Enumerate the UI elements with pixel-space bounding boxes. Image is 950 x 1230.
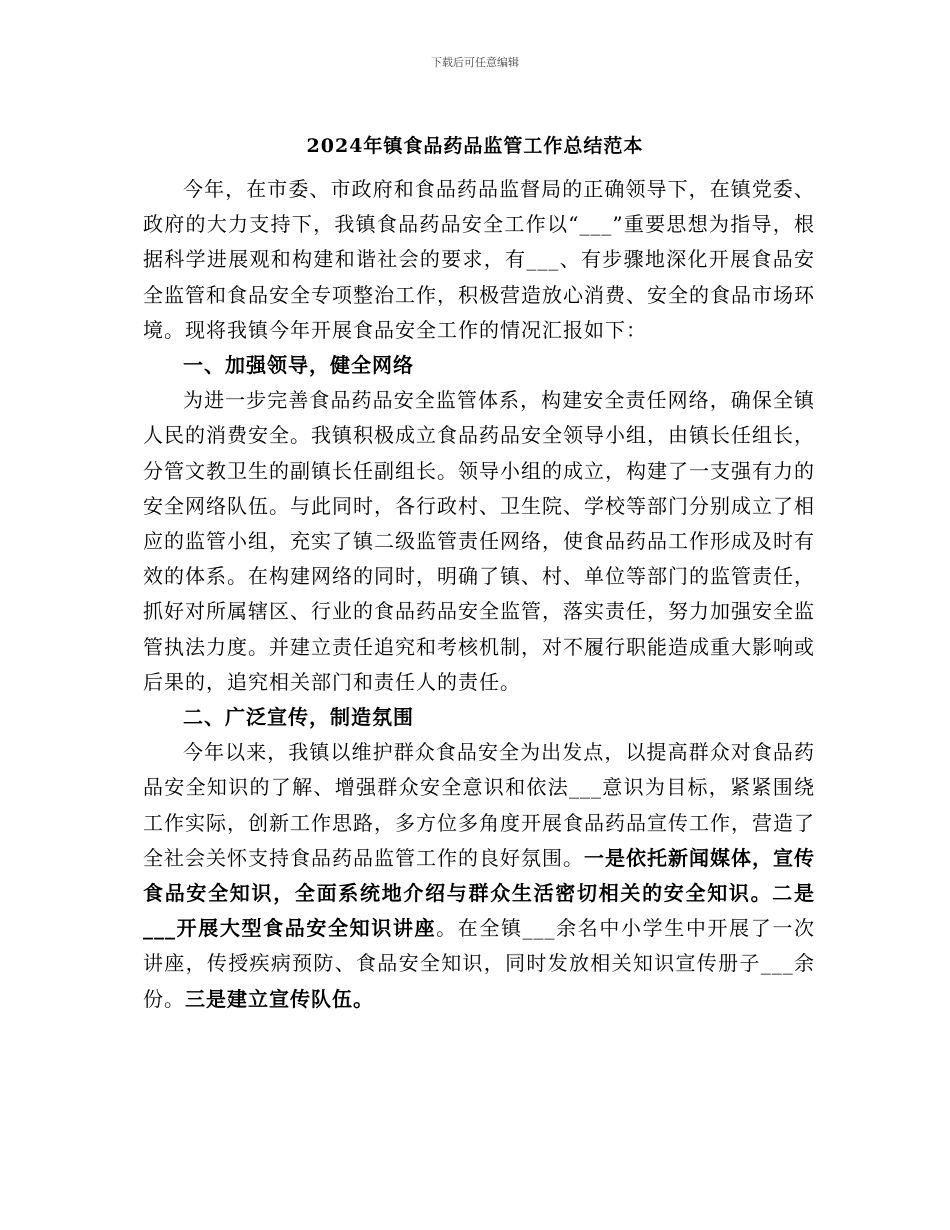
page-header-note: 下载后可任意编辑 — [431, 56, 519, 69]
section-2-text-1: 今年以来，我镇以维护群众食品安全为出发点，以提高群众对食品药品安全知识的了解、增强群众安全意识和依法___意识为目标，紧紧围绕工作实际，创新工作思路，多方位多角度开展食品药品宣传工作，营造了全社会关怀支持食品药品监管工作的良好氛围。 — [143, 740, 815, 870]
section-2-bold-2: 三是建立宣传队伍。 — [185, 986, 374, 1011]
section-2-heading: 二、广泛宣传，制造氛围 — [183, 705, 414, 730]
section-2-text-2: 。在全镇___余名中小学生中开展了一次讲座，传授疾病预防、食品安全知识，同时发放相关知识宣传册子___余份。 — [143, 916, 816, 1011]
section-2-paragraph — [143, 735, 815, 1017]
intro-paragraph: 今年，在市委、市政府和食品药品监督局的正确领导下，在镇党委、政府的大力支持下，我镇食品药品安全工作以“___”重要思想为指导，根据科学进展观和构建和谐社会的要求，有___、有步骤地深化开展食品安全监管和食品安全专项整治工作，积极营造放心消费、安全的食品市场环境。现将我镇今年开展食品安全工作的情况汇报如下： — [143, 177, 815, 342]
document-body — [143, 172, 815, 1017]
document-title: 2024年镇食品药品监管工作总结范本 — [306, 135, 644, 157]
section-2-bold-1: 一是依托新闻媒体，宣传食品安全知识，全面系统地介绍与群众生活密切相关的安全知识。二是___开展大型食品安全知识讲座 — [143, 845, 815, 941]
section-1-heading: 一、加强领导，健全网络 — [183, 353, 414, 378]
section-1-paragraph: 为进一步完善食品药品安全监管体系，构建安全责任网络，确保全镇人民的消费安全。我镇积极成立食品药品安全领导小组，由镇长任组长，分管文教卫生的副镇长任副组长。领导小组的成立，构建了一支强有力的安全网络队伍。与此同时，各行政村、卫生院、学校等部门分别成立了相应的监管小组，充实了镇二级监管责任网络，使食品药品工作形成及时有效的体系。在构建网络的同时，明确了镇、村、单位等部门的监管责任，抓好对所属辖区、行业的食品药品安全监管，落实责任，努力加强安全监管执法力度。并建立责任追究和考核机制，对不履行职能造成重大影响或后果的，追究相关部门和责任人的责任。 — [143, 388, 815, 694]
